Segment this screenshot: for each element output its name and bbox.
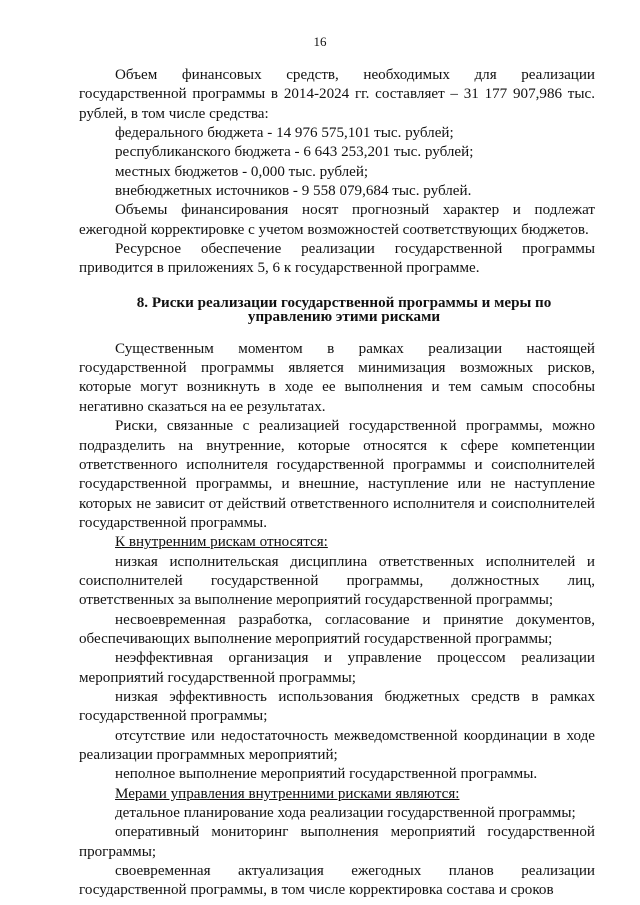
paragraph: неэффективная организация и управление процессом реализации мероприятий государственной программы; <box>79 650 595 686</box>
paragraph: оперативный мониторинг выполнения мероприятий государственной программы; <box>79 824 595 860</box>
paragraph: детальное планирование хода реализации государственной программы; <box>115 805 576 822</box>
paragraph: Объемы финансирования носят прогнозный характер и подлежат ежегодной корректировке с учетом возможностей соответствующих бюджетов. <box>79 202 595 238</box>
paragraph <box>79 785 595 804</box>
paragraph: республиканского бюджета - 6 643 253,201 тыс. рублей; <box>115 144 474 161</box>
paragraph: отсутствие или недостаточность межведомственной координации в ходе реализации программных мероприятий; <box>79 727 595 763</box>
paragraph: Ресурсное обеспечение реализации государственной программы приводится в приложениях 5, 6 к государственной программе. <box>79 241 595 277</box>
paragraph: Существенным моментом в рамках реализации настоящей государственной программы является минимизация возможных рисков, которые могут возникнуть в ходе ее выполнения и тем самым способны негативно сказаться на ее результатах. <box>79 340 595 415</box>
funding-section <box>79 66 595 279</box>
page-content <box>79 66 595 901</box>
paragraph: Объем финансовых средств, необходимых для реализации государственной программы в 2014-2024 гг. составляет – 31 177 907,986 тыс. рублей, в том числе средства: <box>79 67 595 122</box>
paragraph: Риски, связанные с реализацией государственной программы, можно подразделить на внутренние, которые относятся к сфере компетенции ответственного исполнителя государственной программы и соисполнителей государственной программы, и внешние, наступление или не наступление которых не зависит от действий ответственного исполнителя и соисполнителей государственной программы. <box>79 418 595 531</box>
section-heading: 8. Риски реализации государственной программы и меры по управлению этими рисками <box>136 294 552 325</box>
paragraph <box>79 533 595 552</box>
underlined-text: Мерами управления внутренними рисками являются: <box>115 785 460 802</box>
paragraph: федерального бюджета - 14 976 575,101 тыс. рублей; <box>115 125 454 142</box>
risks-section <box>79 340 595 901</box>
paragraph: низкая эффективность использования бюджетных средств в рамках государственной программы; <box>79 688 595 725</box>
paragraph: своевременная актуализация ежегодных планов реализации государственной программы, в том числе корректировка состава и сроков <box>79 863 595 899</box>
paragraph: неполное выполнение мероприятий государственной программы. <box>115 766 538 783</box>
page-number: 16 <box>313 34 327 49</box>
underlined-text: К внутренним рискам относятся: <box>115 534 328 551</box>
paragraph: местных бюджетов - 0,000 тыс. рублей; <box>115 163 369 180</box>
paragraph: низкая исполнительская дисциплина ответственных исполнителей и соисполнителей государственной программы, должностных лиц, ответственных за выполнение мероприятий государственной программы; <box>79 553 595 609</box>
paragraph: внебюджетных источников - 9 558 079,684 тыс. рублей. <box>115 183 472 200</box>
paragraph: несвоевременная разработка, согласование и принятие документов, обеспечивающих выполнение мероприятий государственной программы; <box>79 611 595 647</box>
